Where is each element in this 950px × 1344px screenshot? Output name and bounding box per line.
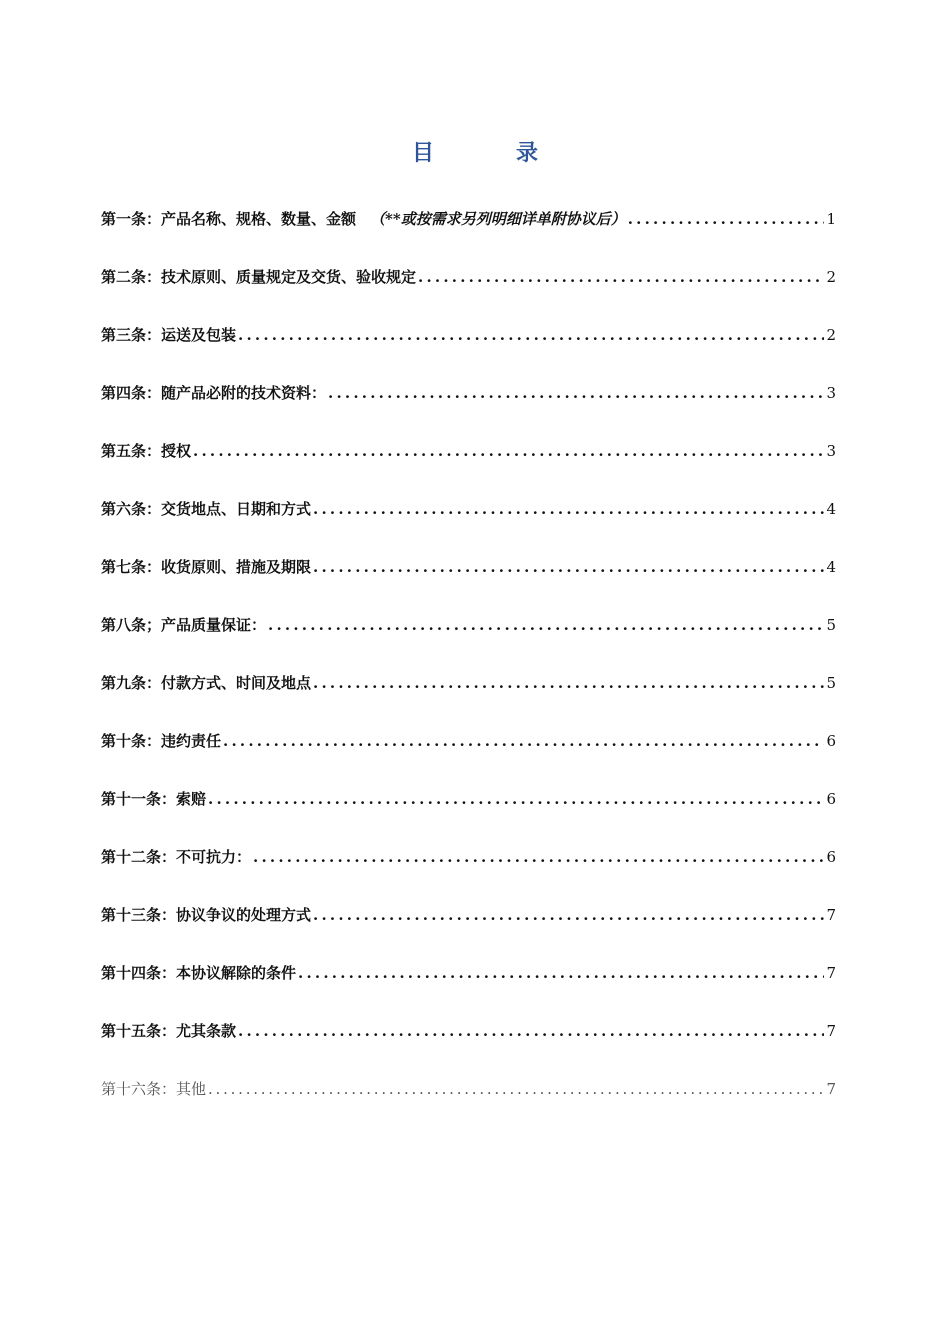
dot-leader	[253, 848, 824, 866]
toc-entry-label: 第八条；产品质量保证：	[101, 616, 267, 634]
dot-leader	[268, 616, 824, 634]
toc-entry[interactable]	[101, 904, 836, 962]
toc-page-number: 7	[826, 964, 836, 982]
toc-entry[interactable]	[101, 208, 836, 266]
toc-entry-label: 第十六条：其他	[101, 1080, 207, 1098]
toc-page-number: 6	[826, 790, 836, 808]
toc-entry-label: 第五条：授权	[101, 442, 192, 460]
toc-page-number: 4	[826, 558, 836, 576]
dot-leader	[313, 906, 824, 924]
toc-entry-note: （**或按需求另列明细详单附协议后）	[370, 210, 626, 228]
dot-leader	[313, 558, 824, 576]
dot-leader	[328, 384, 824, 402]
toc-page-number: 7	[826, 1080, 836, 1098]
dot-leader	[313, 500, 824, 518]
toc-entry[interactable]	[101, 1078, 836, 1136]
dot-leader	[238, 1022, 824, 1040]
toc-entry-label: 第四条：随产品必附的技术资料：	[101, 384, 327, 402]
toc-page-number: 6	[826, 732, 836, 750]
toc-entry[interactable]	[101, 1020, 836, 1078]
toc-entry-label: 第六条：交货地点、日期和方式	[101, 500, 312, 518]
toc-entry[interactable]	[101, 614, 836, 672]
dot-leader	[418, 268, 824, 286]
toc-page-number: 7	[826, 906, 836, 924]
dot-leader	[313, 674, 824, 692]
toc-entry-label: 第十条：违约责任	[101, 732, 222, 750]
toc-page-number: 6	[826, 848, 836, 866]
dot-leader	[298, 964, 824, 982]
toc-entry-label: 第十三条：协议争议的处理方式	[101, 906, 312, 924]
toc-page-number: 2	[826, 326, 836, 344]
toc-page-number: 5	[826, 674, 836, 692]
toc-page-number: 1	[826, 210, 836, 228]
toc-page-number: 2	[826, 268, 836, 286]
toc-entry[interactable]	[101, 730, 836, 788]
toc-page-number: 7	[826, 1022, 836, 1040]
toc-entry-label: 第十二条：不可抗力：	[101, 848, 252, 866]
toc-entry[interactable]	[101, 846, 836, 904]
toc-entry-label: 第二条：技术原则、质量规定及交货、验收规定	[101, 268, 417, 286]
toc-entry[interactable]	[101, 788, 836, 846]
toc-entry-label: 第三条：运送及包装	[101, 326, 237, 344]
toc-entry[interactable]	[101, 556, 836, 614]
toc-entry[interactable]	[101, 962, 836, 1020]
dot-leader	[208, 1080, 824, 1098]
toc-entry[interactable]	[101, 498, 836, 556]
toc-entry[interactable]	[101, 382, 836, 440]
toc-entry[interactable]	[101, 266, 836, 324]
dot-leader	[238, 326, 824, 344]
toc-page-number: 3	[826, 442, 836, 460]
dot-leader	[208, 790, 824, 808]
toc-entry-label: 第十四条：本协议解除的条件	[101, 964, 297, 982]
toc-entry[interactable]	[101, 324, 836, 382]
toc-entry[interactable]	[101, 672, 836, 730]
toc-entry-label: 第九条：付款方式、时间及地点	[101, 674, 312, 692]
toc-page-number: 5	[826, 616, 836, 634]
dot-leader	[628, 210, 825, 228]
toc-entry-label: 第一条：产品名称、规格、数量、金额	[101, 210, 357, 228]
dot-leader	[193, 442, 824, 460]
toc-entry-label: 第十一条：索赔	[101, 790, 207, 808]
toc-entry[interactable]	[101, 440, 836, 498]
toc-page-number: 4	[826, 500, 836, 518]
toc-page-number: 3	[826, 384, 836, 402]
dot-leader	[223, 732, 824, 750]
toc-entry-label: 第七条：收货原则、措施及期限	[101, 558, 312, 576]
toc-entry-label: 第十五条：尤其条款	[101, 1022, 237, 1040]
table-of-contents	[101, 208, 836, 1136]
page-title: 目 录	[411, 141, 568, 166]
